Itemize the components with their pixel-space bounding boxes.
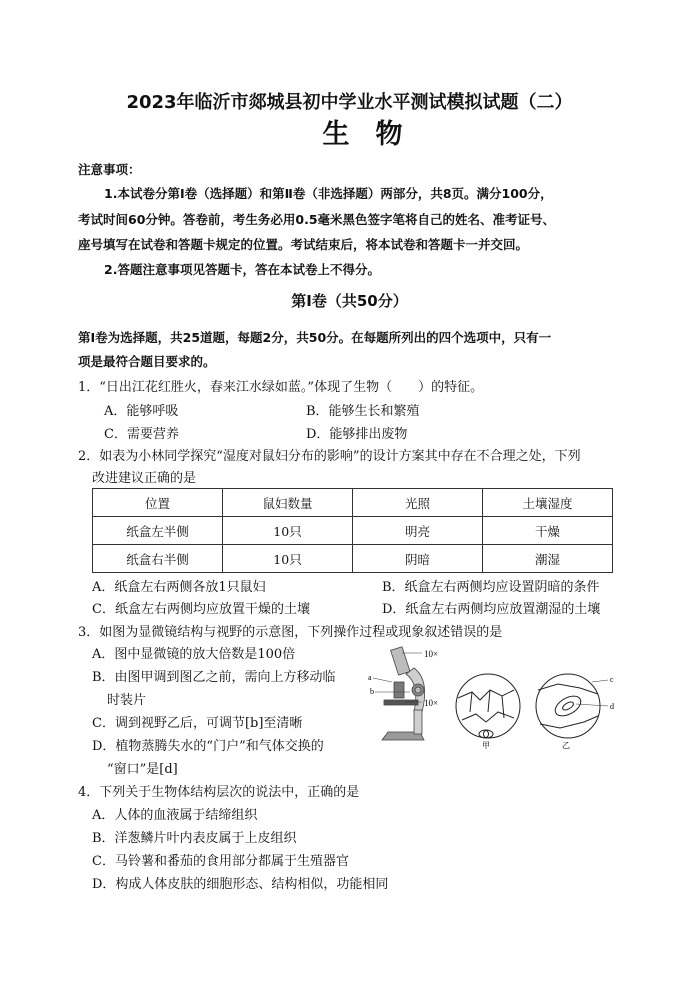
section-intro-a: 第Ⅰ卷为选择题，共25道题，每题2分，共50分。在每题所列出的四个选项中，只有一	[78, 330, 552, 345]
q1-option-b: B．能够生长和繁殖	[306, 404, 420, 419]
microscope-icon	[382, 647, 425, 740]
q3-option-d-a: D．植物蒸腾失水的“门户”和气体交换的	[92, 739, 324, 754]
q3-option-c: C．调到视野乙后，可调节[b]至清晰	[92, 716, 303, 731]
label-d: d	[610, 702, 614, 711]
section-intro-b: 项是最符合题目要求的。	[78, 354, 216, 369]
table-cell: 阴暗	[353, 545, 483, 573]
table-header-cell: 鼠妇数量	[223, 489, 353, 517]
eyepiece-label: 10×	[424, 649, 439, 659]
table-header-cell: 光照	[353, 489, 483, 517]
q4-stem: 4．下列关于生物体结构层次的说法中，正确的是	[78, 785, 360, 800]
table-cell: 10只	[223, 545, 353, 573]
label-b: b	[370, 687, 374, 696]
q3-option-a: A．图中显微镜的放大倍数是100倍	[92, 647, 296, 662]
table-cell: 明亮	[353, 517, 483, 545]
q2-option-b: B．纸盒左右两侧均应设置阴暗的条件	[382, 580, 600, 595]
microscope-figure	[362, 640, 624, 750]
q2-stem-b: 改进建议正确的是	[92, 471, 197, 486]
q1-option-d: D．能够排出废物	[306, 427, 408, 442]
field-of-view-yi	[536, 674, 600, 738]
table-cell: 潮湿	[483, 545, 613, 573]
section-title: 第Ⅰ卷（共50分）	[291, 292, 408, 310]
q3-option-b-b: 时装片	[107, 693, 147, 708]
label-a: a	[368, 673, 372, 682]
yi-label: 乙	[562, 741, 570, 750]
q1-option-a: A．能够呼吸	[104, 404, 179, 419]
table-header-cell: 位置	[93, 489, 223, 517]
field-of-view-jia	[456, 674, 520, 738]
notes-line-2: 2.答题注意事项见答题卡，答在本试卷上不得分。	[104, 262, 380, 277]
objective-label: 10×	[424, 698, 439, 708]
q4-option-c: C．马铃薯和番茄的食用部分都属于生殖器官	[92, 854, 349, 869]
q2-option-c: C．纸盒左右两侧均应放置干燥的土壤	[92, 602, 310, 617]
table-cell: 纸盒右半侧	[93, 545, 223, 573]
table-row	[93, 517, 613, 545]
notes-line-1b: 考试时间60分钟。答卷前，考生务必用0.5毫米黑色签字笔将自己的姓名、准考证号、	[78, 212, 556, 227]
subject-title: 生物	[322, 119, 429, 150]
label-c: c	[610, 675, 614, 684]
notes-line-1c: 座号填写在试卷和答题卡规定的位置。考试结束后，将本试卷和答题卡一并交回。	[78, 237, 529, 252]
q2-option-d: D．纸盒左右两侧均应放置潮湿的土壤	[382, 602, 601, 617]
q2-stem-a: 2．如表为小林同学探究“湿度对鼠妇分布的影响”的设计方案其中存在不合理之处，下列	[78, 449, 581, 464]
q3-option-d-b: “窗口”是[d]	[107, 762, 178, 777]
jia-label: 甲	[482, 741, 490, 750]
notes-line-1a: 1.本试卷分第Ⅰ卷（选择题）和第Ⅱ卷（非选择题）两部分，共8页。满分100分，	[104, 186, 553, 201]
exam-title: 2023年临沂市郯城县初中学业水平测试模拟试题（二）	[126, 92, 573, 113]
q4-option-d: D．构成人体皮肤的细胞形态、结构相似，功能相同	[92, 877, 389, 892]
q4-option-b: B．洋葱鳞片叶内表皮属于上皮组织	[92, 831, 297, 846]
table-cell: 10只	[223, 517, 353, 545]
table-cell: 纸盒左半侧	[93, 517, 223, 545]
table-header-row	[93, 489, 613, 517]
q2-table	[92, 488, 613, 573]
table-header-cell: 土壤湿度	[483, 489, 613, 517]
table-row	[93, 545, 613, 573]
q2-option-a: A．纸盒左右两侧各放1只鼠妇	[92, 580, 266, 595]
q1-option-c: C．需要营养	[104, 427, 179, 442]
q1-stem: 1．“日出江花红胜火，春来江水绿如蓝。”体现了生物（ ）的特征。	[78, 380, 484, 395]
table-cell: 干燥	[483, 517, 613, 545]
q3-option-b-a: B．由图甲调到图乙之前，需向上方移动临	[92, 670, 336, 685]
q3-stem: 3．如图为显微镜结构与视野的示意图，下列操作过程或现象叙述错误的是	[78, 625, 503, 640]
q4-option-a: A．人体的血液属于结缔组织	[92, 808, 258, 823]
notes-heading: 注意事项：	[78, 162, 141, 177]
